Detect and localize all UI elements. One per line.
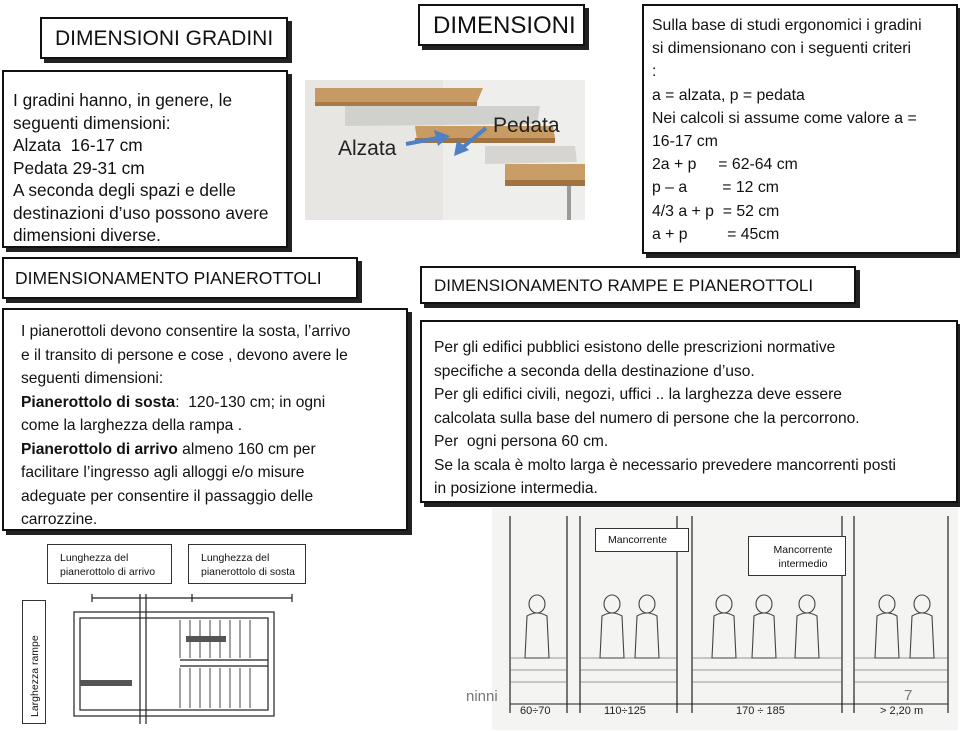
label-lunghezza-arrivo-line: Lunghezza del <box>60 552 129 564</box>
title-dimensionamento-pianerottoli <box>2 257 358 299</box>
label-lunghezza-arrivo <box>47 544 172 584</box>
label-alzata: Alzata <box>338 137 397 160</box>
dimension-label-3: 170 ÷ 185 <box>736 705 785 717</box>
pianerottoli-line: adeguate per consentire il passaggio delle <box>21 487 314 505</box>
pianerottoli-line: seguenti dimensioni: <box>21 370 164 387</box>
rampe-line: Per gli edifici civili, negozi, uffici .. la larghezza deve essere <box>434 386 842 403</box>
label-lunghezza-sosta-line: pianerottolo di sosta <box>201 566 295 578</box>
label-larghezza-rampe-text: Larghezza rampe <box>29 635 41 717</box>
title-rampe-text: DIMENSIONAMENTO RAMPE E PIANEROTTOLI <box>434 276 814 295</box>
label-mancorrente <box>595 528 689 552</box>
criteri-line: si dimensionano con i seguenti criteri <box>652 40 912 58</box>
rampe-line: calcolata sulla base del numero di persone che la percorrono. <box>434 409 860 427</box>
criteri-line: a + p = 45cm <box>652 225 780 243</box>
criteri-line: Sulla base di studi ergonomici i gradini <box>652 17 922 34</box>
title-dimensioni-gradini-text: DIMENSIONI GRADINI <box>55 27 274 50</box>
pianerottoli-textbox <box>2 308 408 531</box>
rampe-line: Se la scala è molto larga è necessario prevedere mancorrenti posti <box>434 456 896 474</box>
label-mancorrente-intermedio-line: intermedio <box>778 558 828 570</box>
rampe-line: Per ogni persona 60 cm. <box>434 433 609 450</box>
pianerottoli-line <box>21 391 406 415</box>
rampe-line: in posizione intermedia. <box>434 480 598 497</box>
label-lunghezza-arrivo-line: pianerottolo di arrivo <box>60 566 156 578</box>
gradini-line: A seconda degli spazi e delle <box>13 180 236 200</box>
arrow-alzata-icon <box>406 130 450 146</box>
pianerottoli-line: come la larghezza della rampa . <box>21 417 243 434</box>
rampe-line: specifiche a seconda della destinazione d’uso. <box>434 362 755 380</box>
label-mancorrente-intermedio <box>748 536 846 576</box>
gradini-line: dimensioni diverse. <box>13 225 161 245</box>
gradini-line: Pedata 29-31 cm <box>13 157 145 178</box>
gradini-line: seguenti dimensioni: <box>13 112 171 133</box>
label-larghezza-rampe <box>22 600 46 724</box>
criteri-line: 16-17 cm <box>652 133 718 151</box>
title-pianerottoli-text: DIMENSIONAMENTO PIANEROTTOLI <box>15 268 322 288</box>
criteri-line: 2a + p = 62-64 cm <box>652 156 798 174</box>
pianerottoli-line: facilitare l’ingresso agli alloggi e/o misure <box>21 464 305 481</box>
pianerottolo-arrivo-value: almeno 160 cm per <box>177 440 316 458</box>
criteri-line: : <box>652 63 657 81</box>
gradini-textbox <box>2 70 288 248</box>
label-mancorrente-intermedio-line: Mancorrente <box>773 544 833 556</box>
title-dimensionamento-rampe <box>420 266 856 304</box>
pianerottoli-line <box>21 438 406 462</box>
criteri-line: p – a = 12 cm <box>652 179 779 197</box>
pianerottolo-sosta-value: : 120-130 cm; in ogni <box>175 393 326 411</box>
gradini-line: destinazioni d’uso possono avere <box>13 202 269 223</box>
gradini-line: Alzata 16-17 cm <box>13 135 143 155</box>
pianerottoli-line: e il transito di persone e cose , devono avere le <box>21 346 348 364</box>
pianerottoli-line: I pianerottoli devono consentire la sosta, l’arrivo <box>21 323 351 340</box>
photo-labels-overlay <box>300 100 600 180</box>
label-pedata: Pedata <box>493 114 560 137</box>
title-dimensioni-gradini <box>40 17 288 59</box>
footer-author: ninni <box>466 688 498 705</box>
page-number: 7 <box>904 687 913 704</box>
label-lunghezza-sosta <box>188 544 306 584</box>
stair-section-drawing <box>492 508 958 730</box>
dimension-label-1: 60÷70 <box>520 705 551 717</box>
arrow-pedata-icon <box>454 128 486 156</box>
pianerottolo-sosta-label: Pianerottolo di sosta <box>21 393 176 411</box>
dimension-label-2: 110÷125 <box>604 705 646 717</box>
rampe-textbox <box>420 320 958 503</box>
pianerottolo-arrivo-label: Pianerottolo di arrivo <box>21 440 178 458</box>
title-dimensioni-text: DIMENSIONI <box>433 12 576 39</box>
title-dimensioni <box>418 4 585 46</box>
pianerottoli-line: carrozzine. <box>21 511 98 528</box>
dimension-label-4: > 2,20 m <box>880 705 924 717</box>
label-lunghezza-sosta-line: Lunghezza del <box>201 552 270 564</box>
criteri-line: a = alzata, p = pedata <box>652 86 805 104</box>
label-mancorrente-text: Mancorrente <box>608 534 667 546</box>
gradini-line: I gradini hanno, in genere, le <box>13 90 233 110</box>
criteri-line: Nei calcoli si assume come valore a = <box>652 109 917 127</box>
floor-plan-drawing <box>52 584 322 729</box>
rampe-line: Per gli edifici pubblici esistono delle prescrizioni normative <box>434 339 836 356</box>
criteri-textbox <box>642 4 958 254</box>
criteri-line: 4/3 a + p = 52 cm <box>652 202 780 220</box>
